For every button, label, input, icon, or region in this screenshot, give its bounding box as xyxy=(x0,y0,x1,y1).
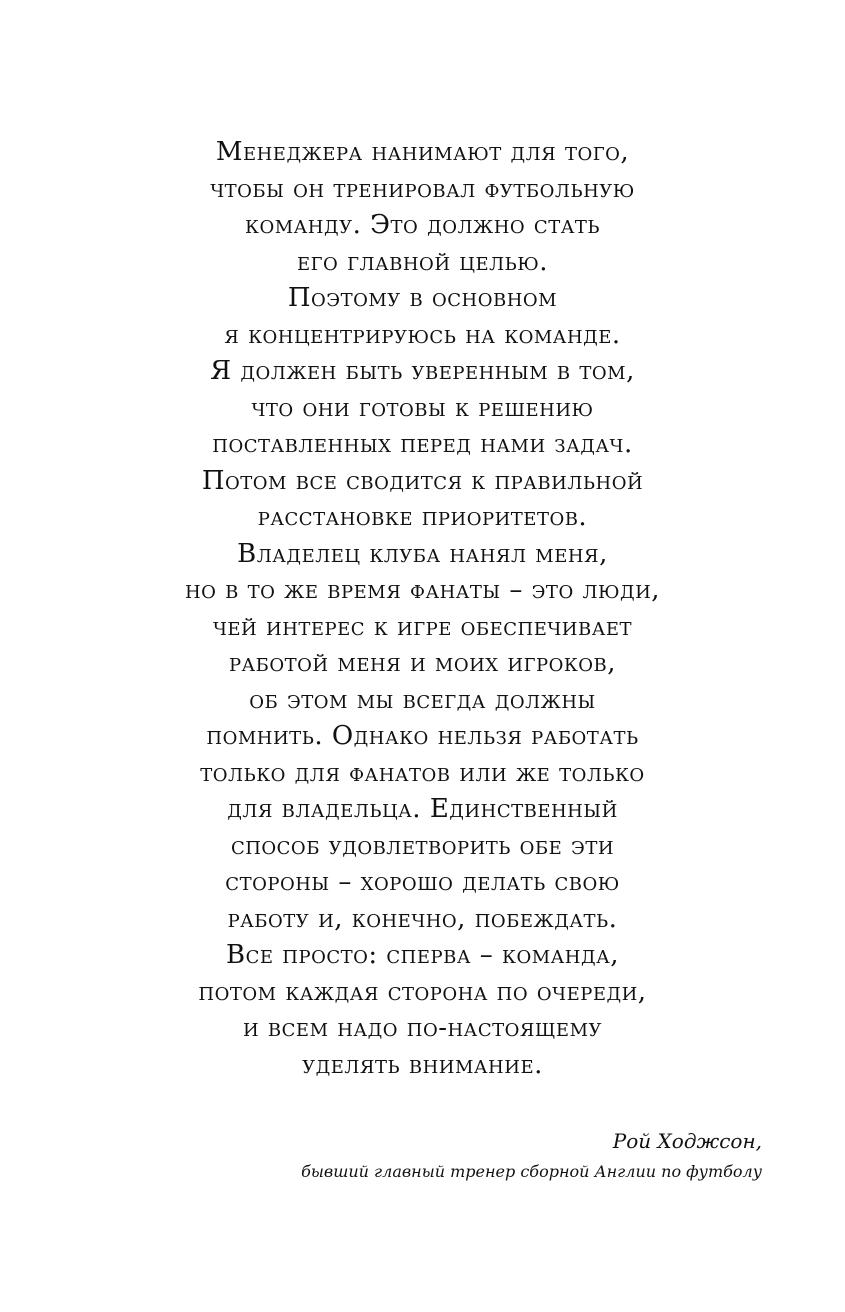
quote-line: Потом все сводится к правильной xyxy=(201,465,644,496)
quote-line: уделять внимание. xyxy=(302,1049,543,1080)
quote-line: его главной целью. xyxy=(296,246,549,277)
quote-line: расстановке приоритетов. xyxy=(257,502,588,532)
quote-line: работу и, конечно, побеждать. xyxy=(227,903,618,934)
quote-line: Все просто: сперва – команда, xyxy=(226,940,619,970)
quote-line: способ удовлетворить обе эти xyxy=(230,830,615,861)
quote-line: чей интерес к игре обеспечивает xyxy=(212,611,633,642)
quote-line: потом каждая сторона по очереди, xyxy=(198,976,647,1007)
quote-line: я концентрируюсь на команде. xyxy=(224,319,621,350)
author-name: Рой Ходжсон, xyxy=(612,1129,762,1153)
quote-line: Менеджера нанимают для того, xyxy=(215,137,630,167)
quote-line: Владелец клуба нанял меня, xyxy=(237,538,608,569)
quote-line: что они готовы к решению xyxy=(251,392,594,423)
quote-line: только для фанатов или же только xyxy=(200,757,645,788)
quote-attribution xyxy=(301,1125,762,1187)
quote-line: работой меня и моих игроков, xyxy=(228,648,617,678)
quote-line: команду. Это должно стать xyxy=(245,210,600,240)
quote-line: поставленных перед нами задач. xyxy=(212,429,633,459)
epigraph-quote xyxy=(60,134,785,1083)
quote-line: Я должен быть уверенным в том, xyxy=(210,356,635,386)
quote-line: но в то же время фанаты – это люди, xyxy=(184,575,661,605)
quote-line: Поэтому в основном xyxy=(287,283,558,313)
quote-line: и всем надо по-настоящему xyxy=(242,1013,603,1043)
quote-line: об этом мы всегда должны xyxy=(249,684,596,715)
quote-line: чтобы он тренировал футбольную xyxy=(210,173,635,204)
author-title: бывший главный тренер сборной Англии по футболу xyxy=(301,1162,762,1181)
quote-line: для владельца. Единственный xyxy=(227,794,618,824)
quote-line: помнить. Однако нельзя работать xyxy=(206,721,639,751)
quote-line: стороны – хорошо делать свою xyxy=(225,867,620,897)
